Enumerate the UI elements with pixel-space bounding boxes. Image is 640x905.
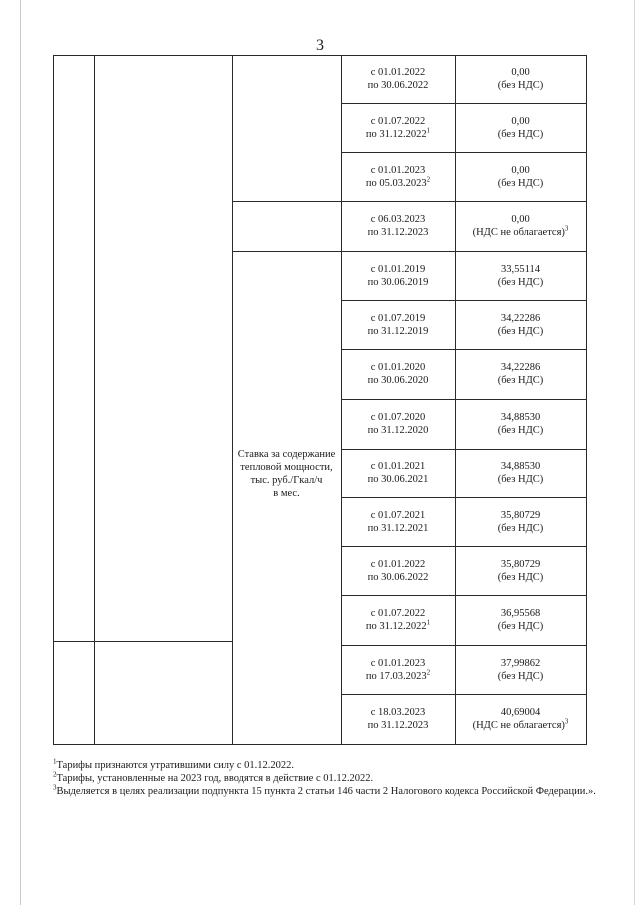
period-to	[368, 276, 429, 289]
period-cell	[341, 449, 455, 497]
period-to	[368, 522, 429, 535]
period-cell	[341, 497, 455, 546]
period-cell	[341, 595, 455, 645]
period-to	[368, 571, 429, 584]
vat-text: (без НДС)	[497, 375, 544, 386]
vat-status	[498, 276, 544, 289]
period-cell	[341, 103, 455, 152]
vat-text: (без НДС)	[497, 571, 544, 583]
period-cell	[341, 55, 455, 103]
vat-status	[498, 571, 544, 584]
period-cell	[341, 645, 455, 694]
vat-text: (без НДС)	[497, 276, 544, 288]
period-to-text: по 05.03.2023	[365, 177, 427, 189]
vat-text: (без НДС)	[497, 128, 544, 140]
tariff-value: 35,80729	[500, 558, 541, 570]
tariff-value: 37,99862	[500, 657, 541, 669]
period-to	[368, 374, 429, 387]
value-cell	[455, 251, 586, 300]
value-cell	[455, 399, 586, 449]
vat-text: (без НДС)	[497, 474, 544, 485]
table-border	[232, 55, 233, 745]
vat-status	[498, 325, 544, 338]
tariff-value: 34,22286	[500, 312, 541, 324]
value-cell	[455, 497, 586, 546]
vat-status	[473, 226, 569, 239]
vat-text: (без НДС)	[497, 670, 544, 682]
period-from: с 01.07.2020	[370, 412, 426, 423]
vat-text: (без НДС)	[497, 177, 544, 189]
period-from: с 01.01.2023	[370, 657, 426, 669]
table-border	[232, 201, 341, 202]
value-cell	[455, 694, 586, 744]
footnote-mark: 2	[426, 668, 431, 676]
period-cell	[341, 399, 455, 449]
rate-label-line: Ставка за содержание	[237, 449, 336, 460]
period-to	[368, 719, 429, 732]
period-to-text: по 31.12.2023	[367, 227, 429, 238]
period-cell	[341, 349, 455, 399]
value-cell	[455, 300, 586, 349]
period-to-text: по 17.03.2023	[365, 670, 427, 682]
tariff-value: 0,00	[511, 115, 530, 127]
period-to	[368, 226, 429, 239]
value-cell	[455, 595, 586, 645]
period-to-text: по 31.12.2023	[367, 720, 429, 731]
vat-status	[498, 79, 544, 92]
vat-status	[498, 522, 544, 535]
period-to	[366, 177, 430, 190]
period-to	[366, 670, 430, 683]
period-from: с 01.01.2022	[370, 67, 426, 78]
period-to	[366, 128, 430, 141]
footnote-mark: 1	[426, 126, 431, 134]
footnote-mark: 3	[564, 717, 569, 726]
value-cell	[455, 449, 586, 497]
period-to	[366, 620, 430, 633]
period-cell	[341, 152, 455, 201]
period-from: с 01.07.2021	[370, 509, 426, 521]
left-margin-line	[20, 0, 21, 905]
rate-label-line: тыс. руб./Гкал/ч	[250, 475, 323, 486]
vat-text: (НДС не облагается)	[472, 720, 565, 731]
footnote-mark: 3	[564, 224, 569, 233]
value-cell	[455, 103, 586, 152]
page-number: 3	[316, 37, 324, 54]
period-to-text: по 31.12.2021	[367, 522, 429, 534]
tariff-value: 33,55114	[501, 263, 540, 275]
period-to-text: по 30.06.2022	[367, 80, 429, 91]
vat-status	[498, 177, 544, 190]
period-from: с 01.07.2022	[370, 115, 426, 127]
footnote-3: $^3$Выделяется в целях реализации подпункта 15 пункта 2 статьи 146 части 2 Налогового кодекса Российской Федерации.».	[53, 783, 596, 797]
period-to	[368, 79, 429, 92]
tariff-value: 34,88530	[500, 412, 541, 423]
period-cell	[341, 300, 455, 349]
table-border	[586, 55, 587, 745]
period-from: с 06.03.2023	[370, 214, 426, 225]
rate-label	[233, 448, 340, 500]
footnote-1: $^1$Тарифы признаются утратившими силу с 01.12.2022.	[53, 757, 295, 771]
period-to-text: по 30.06.2019	[367, 276, 429, 288]
value-cell	[455, 152, 586, 201]
value-cell	[455, 201, 586, 251]
value-cell	[455, 546, 586, 595]
period-cell	[341, 546, 455, 595]
period-to-text: по 30.06.2021	[367, 474, 429, 485]
tariff-value: 0,00	[511, 214, 530, 225]
period-to	[368, 473, 429, 486]
period-to-text: по 31.12.2019	[367, 325, 429, 337]
period-from: с 01.01.2019	[370, 263, 426, 275]
vat-status	[498, 424, 544, 437]
table-border	[53, 641, 232, 642]
footnote-mark: 2	[426, 175, 431, 183]
vat-status	[498, 128, 544, 141]
period-from: с 01.01.2020	[370, 362, 426, 373]
period-from: с 01.07.2022	[370, 608, 426, 619]
period-to-text: по 31.12.2020	[367, 425, 429, 436]
tariff-value: 0,00	[511, 164, 530, 176]
table-border	[53, 744, 587, 745]
vat-status	[498, 374, 544, 387]
tariff-value: 36,95568	[500, 608, 541, 619]
tariff-value: 35,80729	[500, 509, 541, 521]
period-cell	[341, 251, 455, 300]
tariff-value: 0,00	[511, 67, 530, 78]
tariff-value: 34,22286	[500, 362, 541, 373]
vat-status	[498, 620, 544, 633]
vat-text: (без НДС)	[497, 325, 544, 337]
period-to-text: по 30.06.2022	[367, 571, 429, 583]
value-cell	[455, 349, 586, 399]
value-cell	[455, 55, 586, 103]
period-from: с 01.01.2022	[370, 558, 426, 570]
footnotes	[53, 759, 638, 798]
period-cell	[341, 694, 455, 744]
period-to-text: по 30.06.2020	[367, 375, 429, 386]
rate-label-line: тепловой мощности,	[240, 462, 333, 473]
period-from: с 01.01.2023	[370, 164, 426, 176]
period-to-text: по 31.12.2022	[365, 128, 427, 140]
period-from: с 18.03.2023	[370, 707, 426, 718]
vat-status	[498, 473, 544, 486]
period-to-text: по 31.12.2022	[365, 621, 427, 632]
period-from: с 01.07.2019	[370, 312, 426, 324]
vat-text: (без НДС)	[497, 80, 544, 91]
period-to	[368, 325, 429, 338]
value-cell	[455, 645, 586, 694]
period-to	[368, 424, 429, 437]
vat-text: (без НДС)	[497, 621, 544, 632]
vat-status	[498, 670, 544, 683]
vat-text: (без НДС)	[497, 522, 544, 534]
period-cell	[341, 201, 455, 251]
table-border	[232, 251, 341, 252]
period-from: с 01.01.2021	[370, 461, 426, 472]
vat-text: (НДС не облагается)	[472, 227, 565, 238]
vat-status	[473, 719, 569, 732]
footnote-2: $^2$Тарифы, установленные на 2023 год, вводятся в действие с 01.12.2022.	[53, 770, 374, 784]
tariff-value: 34,88530	[500, 461, 541, 472]
rate-label-line: в мес.	[273, 488, 300, 499]
footnote-mark: 1	[426, 618, 431, 627]
vat-text: (без НДС)	[497, 425, 544, 436]
tariff-value: 40,69004	[500, 707, 541, 718]
